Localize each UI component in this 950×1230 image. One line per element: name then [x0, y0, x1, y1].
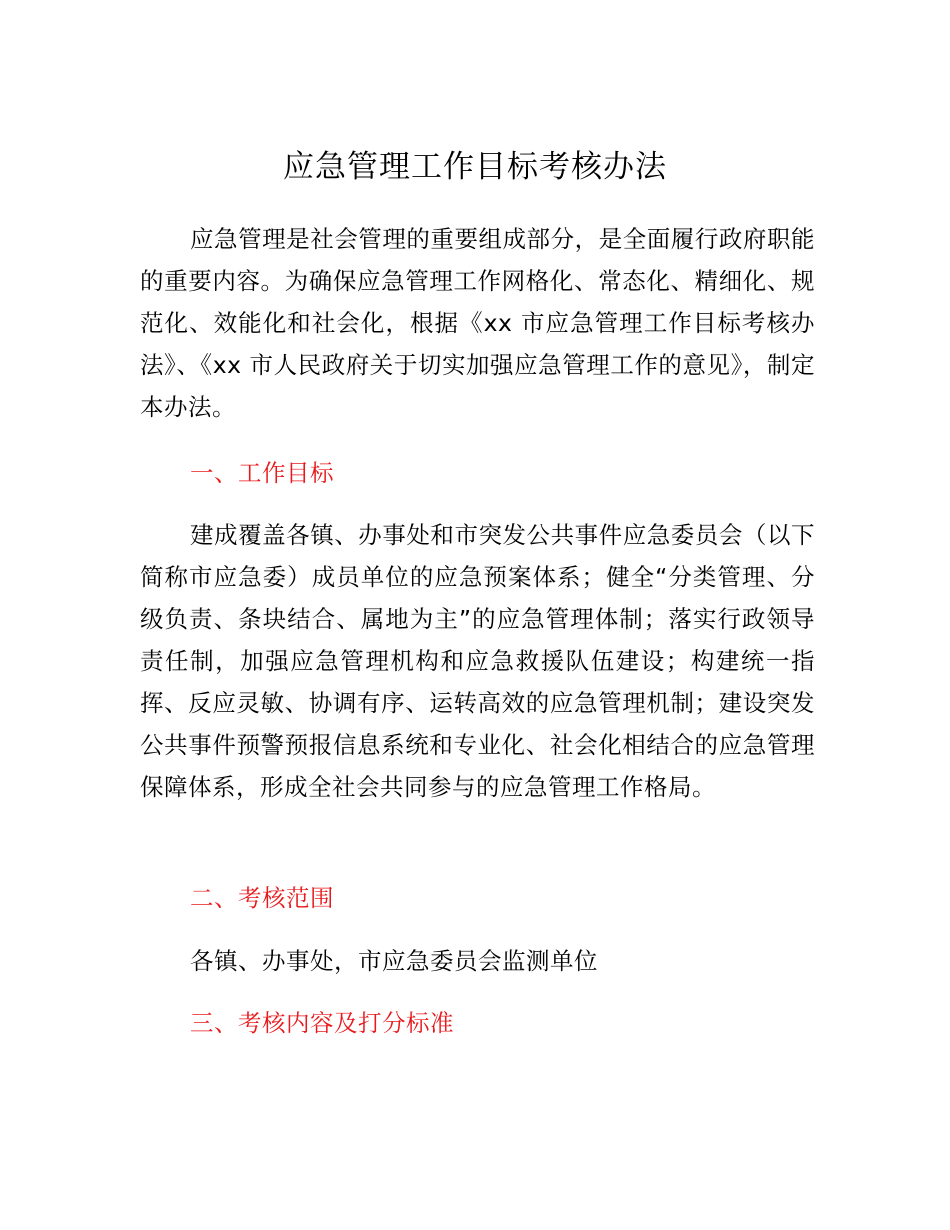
section-body-work-goals: 建成覆盖各镇、办事处和市突发公共事件应急委员会（以下简称市应急委）成员单位的应急预案体系；健全“分类管理、分级负责、条块结合、属地为主”的应急管理体制；落实行政领导责任制，加强应急管理机构和应急救援队伍建设；构建统一指挥、反应灵敏、协调有序、运转高效的应急管理机制；建设突发公共事件预警预报信息系统和专业化、社会化相结合的应急管理保障体系，形成全社会共同参与的应急管理工作格局。 — [140, 521, 815, 801]
document-title: 应急管理工作目标考核办法 — [283, 149, 667, 185]
intro-paragraph: 应急管理是社会管理的重要组成部分，是全面履行政府职能的重要内容。为确保应急管理工作网格化、常态化、精细化、规范化、效能化和社会化，根据《xx 市应急管理工作目标考核办法》、《xx 市人民政府关于切实加强应急管理工作的意见》，制定本办法。 — [140, 225, 815, 421]
section-heading-work-goals: 一、工作目标 — [190, 459, 334, 487]
section-heading-assessment-content: 三、考核内容及打分标准 — [190, 1009, 454, 1037]
section-body-assessment-scope: 各镇、办事处，市应急委员会监测单位 — [190, 947, 598, 975]
section-heading-assessment-scope: 二、考核范围 — [190, 884, 334, 912]
